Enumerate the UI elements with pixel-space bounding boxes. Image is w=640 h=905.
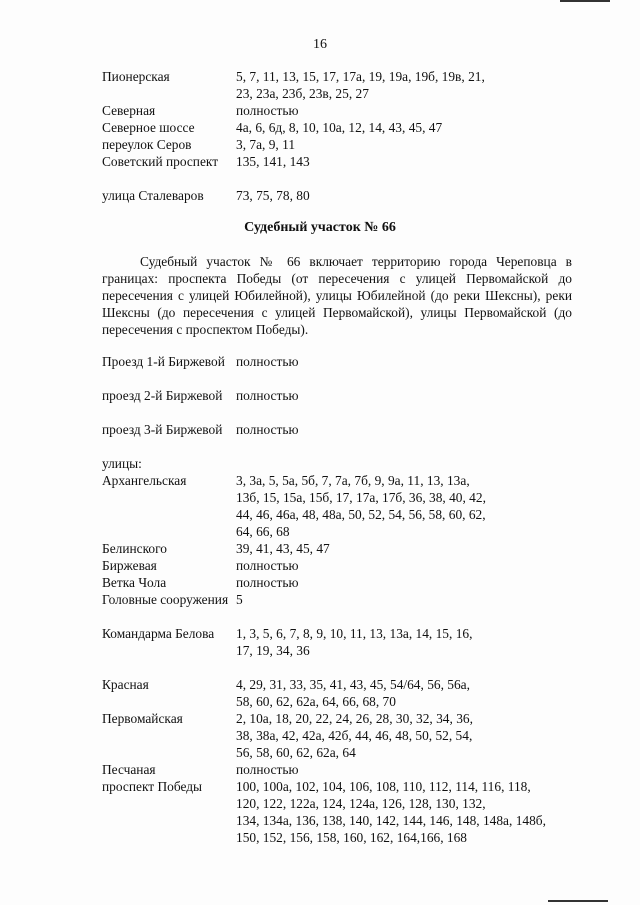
street-row bbox=[102, 136, 572, 153]
street-name: Ветка Чола bbox=[102, 575, 167, 590]
description-paragraph bbox=[102, 253, 572, 338]
house-numbers bbox=[236, 68, 572, 102]
house-numbers-line bbox=[236, 370, 572, 387]
house-numbers bbox=[236, 625, 572, 659]
house-numbers-line: полностью bbox=[236, 762, 299, 777]
street-row bbox=[102, 591, 572, 625]
house-numbers bbox=[236, 540, 572, 557]
street-name: Биржевая bbox=[102, 558, 157, 573]
house-numbers-line: 5, 7, 11, 13, 15, 17, 17а, 19, 19а, 19б, 19в, 21, bbox=[236, 69, 485, 84]
house-numbers-line: 135, 141, 143 bbox=[236, 154, 310, 169]
house-numbers bbox=[236, 455, 572, 472]
street-name: Пионерская bbox=[102, 69, 170, 84]
street-name: улицы: bbox=[102, 456, 142, 471]
house-numbers-line: полностью bbox=[236, 558, 299, 573]
house-numbers-line: полностью bbox=[236, 354, 299, 369]
house-numbers-line: полностью bbox=[236, 422, 299, 437]
house-numbers bbox=[236, 761, 572, 778]
house-numbers bbox=[236, 421, 572, 455]
house-numbers-line: 100, 100а, 102, 104, 106, 108, 110, 112, 114, 116, 118, bbox=[236, 779, 531, 794]
house-numbers bbox=[236, 659, 572, 676]
scan-mark-bottom bbox=[548, 900, 608, 902]
street-name: Первомайская bbox=[102, 711, 183, 726]
section-heading: Судебный участок № 66 bbox=[244, 220, 396, 235]
house-numbers-line: 17, 19, 34, 36 bbox=[236, 643, 310, 658]
house-numbers bbox=[236, 153, 572, 187]
house-numbers-line: 134, 134а, 136, 138, 140, 142, 144, 146, 148, 148а, 148б, bbox=[236, 813, 546, 828]
street-name: Белинского bbox=[102, 541, 167, 556]
house-numbers bbox=[236, 102, 572, 119]
house-numbers bbox=[236, 187, 572, 204]
house-numbers-line bbox=[236, 438, 572, 455]
street-row bbox=[102, 472, 572, 540]
street-name: проезд 2-й Биржевой bbox=[102, 388, 223, 403]
street-name: Архангельская bbox=[102, 473, 187, 488]
street-name: Красная bbox=[102, 677, 149, 692]
house-numbers-line bbox=[236, 455, 572, 472]
house-numbers bbox=[236, 710, 572, 761]
street-row bbox=[102, 421, 572, 455]
street-row bbox=[102, 761, 572, 778]
street-name: Северное шоссе bbox=[102, 120, 195, 135]
house-numbers-line: 56, 58, 60, 62, 62а, 64 bbox=[236, 745, 356, 760]
street-row bbox=[102, 68, 572, 102]
house-numbers-line: 38, 38а, 42, 42а, 42б, 44, 46, 48, 50, 52, 54, bbox=[236, 728, 473, 743]
house-numbers-line: 44, 46, 46а, 48, 48а, 50, 52, 54, 56, 58, 60, 62, bbox=[236, 507, 486, 522]
street-name: Головные сооружения bbox=[102, 592, 229, 607]
house-numbers-line bbox=[236, 404, 572, 421]
street-list-section-2 bbox=[102, 353, 572, 846]
house-numbers-line: 3, 7а, 9, 11 bbox=[236, 137, 296, 152]
street-name: улица Сталеваров bbox=[102, 188, 204, 203]
page-number: 16 bbox=[313, 37, 327, 52]
street-name: переулок Серов bbox=[102, 137, 192, 152]
house-numbers bbox=[236, 472, 572, 540]
house-numbers-line: 4а, 6, 6д, 8, 10, 10а, 12, 14, 43, 45, 47 bbox=[236, 120, 443, 135]
street-name: проспект Победы bbox=[102, 779, 203, 794]
house-numbers bbox=[236, 557, 572, 574]
house-numbers-line: 39, 41, 43, 45, 47 bbox=[236, 541, 330, 556]
street-name: Северная bbox=[102, 103, 156, 118]
street-name: проезд 3-й Биржевой bbox=[102, 422, 223, 437]
house-numbers-line: полностью bbox=[236, 575, 299, 590]
scan-mark-top bbox=[560, 0, 610, 2]
house-numbers-line: 120, 122, 122а, 124, 124а, 126, 128, 130, 132, bbox=[236, 796, 486, 811]
house-numbers bbox=[236, 136, 572, 153]
paragraph-text: Судебный участок № 66 включает территорию города Череповца в границах: проспекта Победы (от пересечения с улицей Первомайской до пересечения с улицей Юбилейной), улицы Юбилейной (до реки Шексны), реки Шексны (до пересечения с улицей Первомайской), улицы Первомайской (до пересечения с проспектом Победы). bbox=[102, 254, 572, 337]
house-numbers-line bbox=[236, 608, 572, 625]
street-row bbox=[102, 455, 572, 472]
house-numbers-line: 5 bbox=[236, 592, 243, 607]
street-row bbox=[102, 353, 572, 387]
street-row bbox=[102, 153, 572, 187]
house-numbers-line: 150, 152, 156, 158, 160, 162, 164,166, 168 bbox=[236, 830, 467, 845]
street-name: Советский проспект bbox=[102, 154, 219, 169]
house-numbers bbox=[236, 574, 572, 591]
street-row bbox=[102, 625, 572, 659]
house-numbers-line: 23, 23а, 23б, 23в, 25, 27 bbox=[236, 86, 369, 101]
house-numbers-line: 1, 3, 5, 6, 7, 8, 9, 10, 11, 13, 13а, 14, 15, 16, bbox=[236, 626, 473, 641]
street-row bbox=[102, 387, 572, 421]
street-name: Командарма Белова bbox=[102, 626, 215, 641]
street-row bbox=[102, 102, 572, 119]
house-numbers bbox=[236, 387, 572, 421]
street-row bbox=[102, 187, 572, 204]
house-numbers bbox=[236, 353, 572, 387]
house-numbers-line: 64, 66, 68 bbox=[236, 524, 290, 539]
house-numbers-line: 13б, 15, 15а, 15б, 17, 17а, 17б, 36, 38, 40, 42, bbox=[236, 490, 486, 505]
house-numbers-line: полностью bbox=[236, 103, 299, 118]
house-numbers-line bbox=[236, 659, 572, 676]
street-list-section-1 bbox=[102, 68, 572, 204]
street-row bbox=[102, 119, 572, 136]
street-name bbox=[102, 659, 236, 676]
house-numbers-line bbox=[236, 170, 572, 187]
street-name: Проезд 1-й Биржевой bbox=[102, 354, 225, 369]
street-row bbox=[102, 676, 572, 710]
house-numbers-line: 73, 75, 78, 80 bbox=[236, 188, 310, 203]
house-numbers-line: полностью bbox=[236, 388, 299, 403]
street-name: Песчаная bbox=[102, 762, 156, 777]
street-row bbox=[102, 557, 572, 574]
house-numbers-line: 3, 3а, 5, 5а, 5б, 7, 7а, 7б, 9, 9а, 11, 13, 13а, bbox=[236, 473, 470, 488]
house-numbers-line: 4, 29, 31, 33, 35, 41, 43, 45, 54/64, 56, 56а, bbox=[236, 677, 470, 692]
street-row bbox=[102, 778, 572, 846]
street-row bbox=[102, 710, 572, 761]
house-numbers-line: 2, 10а, 18, 20, 22, 24, 26, 28, 30, 32, 34, 36, bbox=[236, 711, 473, 726]
house-numbers-line: 58, 60, 62, 62а, 64, 66, 68, 70 bbox=[236, 694, 396, 709]
street-row bbox=[102, 574, 572, 591]
street-row bbox=[102, 540, 572, 557]
house-numbers bbox=[236, 778, 572, 846]
house-numbers bbox=[236, 591, 572, 625]
house-numbers bbox=[236, 676, 572, 710]
street-row bbox=[102, 659, 572, 676]
house-numbers bbox=[236, 119, 572, 136]
